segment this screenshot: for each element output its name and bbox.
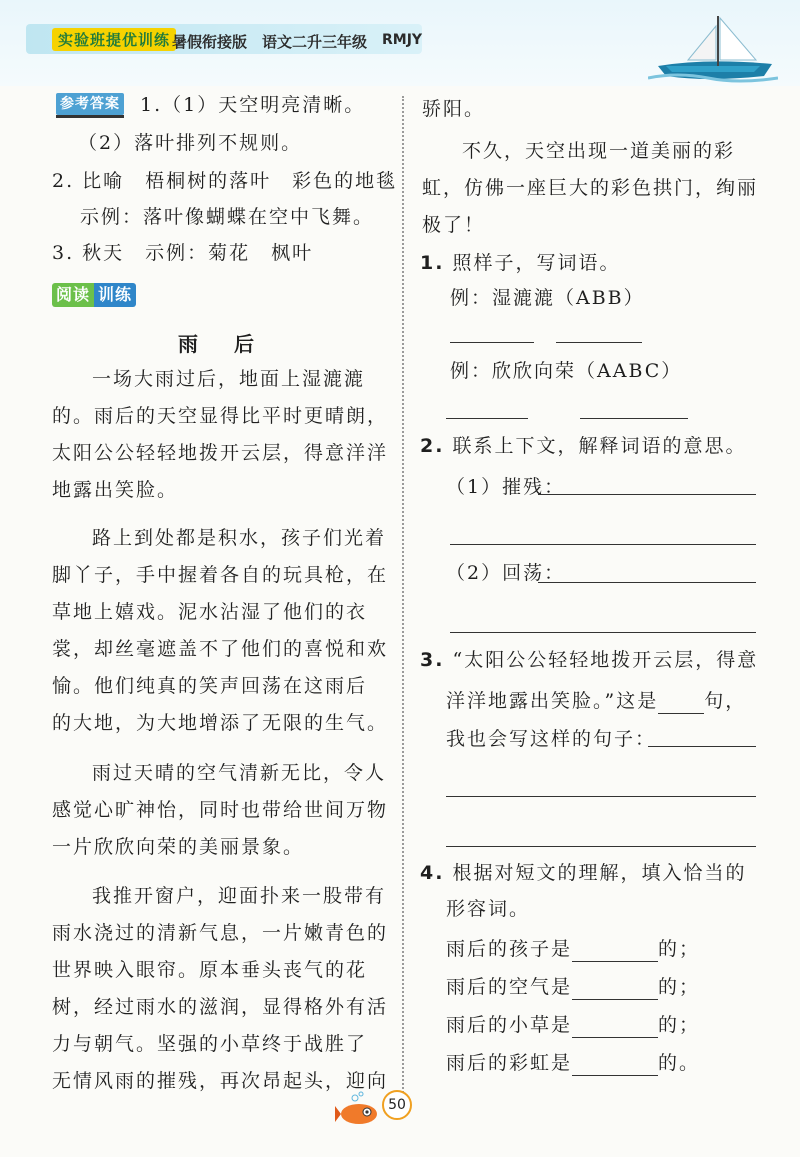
reading-tag <box>52 283 136 307</box>
answer-1-2: （2）落叶排列不规则。 <box>78 132 303 154</box>
answer-blank[interactable] <box>556 342 642 343</box>
answer-blank[interactable] <box>446 418 528 419</box>
passage-line: 力与朝气。坚强的小草终于战胜了 <box>52 1033 368 1055</box>
header-subject: 语文二升三年级 <box>262 33 368 51</box>
passage-line: 的。雨后的天空显得比平时更晴朗， <box>52 405 389 427</box>
question-4-item-end: 的。 <box>658 1052 701 1074</box>
header-brand: 实验班提优训练 <box>52 28 176 51</box>
answer-blank[interactable] <box>450 342 534 343</box>
answer-blank[interactable] <box>446 796 756 797</box>
passage-line: 路上到处都是积水，孩子们光着 <box>92 527 387 549</box>
submarine-fish-icon <box>335 1090 385 1128</box>
question-4-number: 4. <box>420 862 445 884</box>
answer-3: 3. 秋天 示例：菊花 枫叶 <box>52 242 314 264</box>
question-4-item <box>446 974 700 1000</box>
question-3-line-1: “太阳公公轻轻地拨开云层，得意 <box>452 649 759 671</box>
question-4-item-text: 雨后的孩子是 <box>446 938 573 960</box>
passage-line: 雨过天晴的空气清新无比，令人 <box>92 762 387 784</box>
passage-line: 世界映入眼帘。原本垂头丧气的花 <box>52 959 368 981</box>
passage-line: 脚丫子，手中握着各自的玩具枪，在 <box>52 564 389 586</box>
passage-line: 地露出笑脸。 <box>52 479 179 501</box>
answer-blank[interactable] <box>538 582 756 583</box>
question-1 <box>420 250 621 276</box>
question-3-line-2b: 句， <box>704 690 747 712</box>
reading-tag-a: 阅读 <box>52 283 94 307</box>
question-2-a-label: （1）摧残： <box>446 476 566 498</box>
passage-line: 感觉心旷神怡，同时也带给世间万物 <box>52 799 389 821</box>
question-1-example-2: 例：欣欣向荣（AABC） <box>450 360 683 382</box>
question-3-line-3: 我也会写这样的句子： <box>446 728 657 750</box>
passage-title: 雨后 <box>178 332 290 356</box>
answer-blank[interactable] <box>572 942 658 962</box>
question-3-line-2a: 洋洋地露出笑脸。”这是 <box>446 690 659 712</box>
question-4-item-end: 的； <box>658 976 701 998</box>
passage-line: 骄阳。 <box>422 98 486 120</box>
header-code: RMJY <box>382 32 423 48</box>
answer-blank[interactable] <box>572 1018 658 1038</box>
sailboat-icon <box>648 8 778 84</box>
passage-line: 我推开窗户，迎面扑来一股带有 <box>92 885 387 907</box>
question-4-item-text: 雨后的彩虹是 <box>446 1052 573 1074</box>
answer-blank[interactable] <box>572 1056 658 1076</box>
passage-line: 的大地，为大地增添了无限的生气。 <box>52 712 389 734</box>
page-number: 50 <box>382 1090 412 1120</box>
question-4-item <box>446 1050 700 1076</box>
question-1-example-1: 例：湿漉漉（ABB） <box>450 287 645 309</box>
passage-line: 太阳公公轻轻地拨开云层，得意洋洋 <box>52 442 389 464</box>
header-edition: 暑假衔接版 <box>172 33 248 51</box>
passage-line: 裳，却丝毫遮盖不了他们的喜悦和欢 <box>52 638 389 660</box>
question-1-text: 照样子，写词语。 <box>452 252 621 274</box>
question-2-b-label: （2）回荡： <box>446 562 566 584</box>
passage-line: 树，经过雨水的滋润，显得格外有活 <box>52 996 389 1018</box>
question-4 <box>420 860 747 886</box>
answer-blank[interactable] <box>658 694 704 714</box>
column-divider <box>402 96 404 1096</box>
passage-line: 一场大雨过后，地面上湿漉漉 <box>92 368 366 390</box>
answer-2-1: 2. 比喻 梧桐树的落叶 彩色的地毯 <box>52 170 398 192</box>
passage-line: 极了！ <box>422 214 486 236</box>
answer-blank[interactable] <box>446 846 756 847</box>
answer-blank[interactable] <box>648 746 756 747</box>
question-1-number: 1. <box>420 252 445 274</box>
question-3 <box>420 647 758 673</box>
passage-line: 雨水浇过的清新气息，一片嫩青色的 <box>52 922 389 944</box>
reading-tag-b: 训练 <box>94 283 136 307</box>
answer-blank[interactable] <box>538 494 756 495</box>
answer-tag: 参考答案 <box>56 93 124 115</box>
question-4-item-text: 雨后的小草是 <box>446 1014 573 1036</box>
question-4-item-text: 雨后的空气是 <box>446 976 573 998</box>
question-4-line-1: 根据对短文的理解，填入恰当的 <box>452 862 747 884</box>
question-2 <box>420 433 747 459</box>
answer-blank[interactable] <box>450 544 756 545</box>
passage-line: 一片欣欣向荣的美丽景象。 <box>52 836 305 858</box>
question-4-item <box>446 936 700 962</box>
question-4-line-2: 形容词。 <box>446 898 531 920</box>
question-4-item <box>446 1012 700 1038</box>
passage-line: 不久，天空出现一道美丽的彩 <box>462 140 736 162</box>
answer-1-1: 1.（1）天空明亮清晰。 <box>140 94 366 116</box>
answer-2-2: 示例：落叶像蝴蝶在空中飞舞。 <box>80 206 375 228</box>
question-2-number: 2. <box>420 435 445 457</box>
passage-line: 虹，仿佛一座巨大的彩色拱门，绚丽 <box>422 177 759 199</box>
question-3-line-2 <box>446 688 746 714</box>
passage-line: 草地上嬉戏。泥水沾湿了他们的衣 <box>52 601 368 623</box>
question-4-item-end: 的； <box>658 938 701 960</box>
answer-blank[interactable] <box>450 632 756 633</box>
passage-line: 无情风雨的摧残，再次昂起头，迎向 <box>52 1070 389 1092</box>
passage-line: 愉。他们纯真的笑声回荡在这雨后 <box>52 675 368 697</box>
answer-blank[interactable] <box>572 980 658 1000</box>
question-3-number: 3. <box>420 649 445 671</box>
question-4-item-end: 的； <box>658 1014 701 1036</box>
answer-blank[interactable] <box>580 418 688 419</box>
question-2-text: 联系上下文，解释词语的意思。 <box>452 435 747 457</box>
